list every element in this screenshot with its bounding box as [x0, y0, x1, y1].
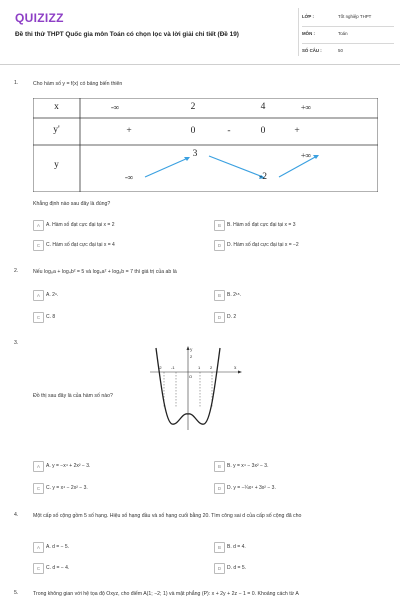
document-title: Đề thi thử THPT Quốc gia môn Toán có chọn lọc và lời giải chi tiết (Đề 19) — [15, 31, 239, 38]
answer-option-a[interactable] — [33, 220, 183, 231]
option-letter: D — [214, 312, 225, 323]
table-sign: + — [126, 126, 132, 136]
option-text: D. Hàm số đạt cực đại tại x = −2 — [227, 242, 299, 248]
question-prompt: Khẳng định nào sau đây là đúng? — [33, 201, 111, 207]
meta-label: LỚP : — [302, 14, 314, 19]
option-letter: C — [33, 240, 44, 251]
option-letter: A — [33, 542, 44, 553]
variation-table — [33, 98, 378, 192]
answer-option-c[interactable] — [33, 312, 183, 323]
question-text: Một cấp số cộng gồm 5 số hạng. Hiệu số hạng đầu và số hạng cuối bằng 20. Tìm công sai d của cấp số cộng đã cho — [33, 513, 302, 519]
meta-row-count — [302, 44, 394, 60]
x-axis-label: x — [234, 366, 237, 371]
answer-option-b[interactable] — [214, 542, 364, 553]
option-text: A. d = − 5. — [46, 544, 70, 550]
meta-row-subject — [302, 27, 394, 44]
x-tick-label: -1 — [171, 365, 175, 370]
answer-option-b[interactable] — [214, 290, 364, 301]
worksheet-header — [0, 0, 400, 64]
option-text: C. 8 — [46, 314, 56, 320]
function-graph — [148, 344, 244, 432]
option-letter: D — [214, 563, 225, 574]
meta-info — [302, 10, 394, 60]
x-tick-label: 2 — [210, 365, 213, 370]
option-text: D. y = −¼x⁴ + 3x² − 3. — [227, 485, 276, 491]
option-text: B. Hàm số đạt cực đại tại x = 3 — [227, 222, 296, 228]
answer-option-a[interactable] — [33, 461, 183, 472]
question-number: 3. — [14, 340, 19, 346]
table-y-value: -∞ — [124, 173, 134, 182]
answer-option-c[interactable] — [33, 240, 183, 251]
option-text: C. d = − 4. — [46, 565, 70, 571]
table-y-value: -2 — [259, 172, 267, 182]
meta-value: 50 — [338, 48, 343, 53]
table-sign: 0 — [260, 126, 266, 136]
answer-option-d[interactable] — [214, 240, 364, 251]
increase-arrow — [145, 158, 188, 177]
answer-option-a[interactable] — [33, 542, 183, 553]
option-letter: B — [214, 220, 225, 231]
table-y-value: +∞ — [300, 151, 312, 160]
question-text: Cho hàm số y = f(x) có bảng biến thiên — [33, 81, 123, 87]
table-x-value: -∞ — [110, 103, 120, 112]
option-text: B. 2¹⁸. — [227, 292, 242, 298]
answer-option-d[interactable] — [214, 312, 364, 323]
option-letter: A — [33, 220, 44, 231]
meta-row-class — [302, 10, 394, 27]
y-tick-label: 2 — [190, 354, 193, 359]
option-text: B. d = 4. — [227, 544, 246, 550]
table-x-value: 4 — [260, 102, 266, 112]
option-text: C. y = x⁴ − 2x² − 3. — [46, 485, 88, 491]
option-text: C. Hàm số đạt cực đại tại x = 4 — [46, 242, 115, 248]
table-x-value: +∞ — [300, 103, 312, 112]
table-x-label: x — [54, 102, 59, 112]
function-graph-svg — [148, 344, 244, 432]
table-sign: - — [227, 126, 231, 136]
answer-option-c[interactable] — [33, 563, 183, 574]
answer-option-d[interactable] — [214, 483, 364, 494]
table-sign: 0 — [190, 126, 196, 136]
option-letter: D — [214, 483, 225, 494]
question-number: 2. — [14, 268, 19, 274]
option-text: B. y = x⁴ − 3x² − 3. — [227, 463, 269, 469]
option-text: D. d = 5. — [227, 565, 247, 571]
option-letter: D — [214, 240, 225, 251]
table-dy-label: y' — [53, 125, 60, 135]
meta-value: Tốt nghiệp THPT — [338, 14, 372, 19]
answer-option-b[interactable] — [214, 220, 364, 231]
table-x-value: 2 — [190, 102, 196, 112]
option-letter: B — [214, 290, 225, 301]
option-letter: B — [214, 461, 225, 472]
table-y-label: y — [54, 160, 59, 170]
answer-option-d[interactable] — [214, 563, 364, 574]
question-number: 5. — [14, 590, 19, 596]
quizizz-logo: QUIZIZZ — [15, 11, 64, 25]
header-divider — [0, 64, 400, 65]
meta-value: Toán — [338, 31, 348, 36]
option-text: D. 2 — [227, 314, 237, 320]
variation-table-grid — [33, 98, 378, 192]
question-prompt: Đồ thị sau đây là của hàm số nào? — [33, 393, 113, 399]
question-text: Trong không gian với hệ tọa độ Oxyz, cho điểm A(1; −2; 1) và mặt phẳng (P): x + 2y + 2z − 1 = 0. Khoảng cách từ A — [33, 591, 299, 597]
answer-option-b[interactable] — [214, 461, 364, 472]
x-tick-label: -2 — [158, 365, 162, 370]
answer-option-c[interactable] — [33, 483, 183, 494]
option-letter: A — [33, 461, 44, 472]
option-text: A. 2⁹. — [46, 292, 59, 298]
table-sign: + — [294, 126, 300, 136]
y-axis-label: y — [190, 348, 193, 353]
option-letter: C — [33, 563, 44, 574]
question-number: 4. — [14, 512, 19, 518]
option-text: A. y = −x⁴ + 2x² − 3. — [46, 463, 91, 469]
x-tick-label: 1 — [198, 365, 201, 370]
question-number: 1. — [14, 80, 19, 86]
meta-label: SỐ CÂU : — [302, 48, 322, 53]
answer-option-a[interactable] — [33, 290, 183, 301]
option-text: A. Hàm số đạt cực đại tại x = 2 — [46, 222, 115, 228]
origin-label: O — [189, 374, 193, 379]
question-text: Nếu log₈a + log₄b² = 5 và log₄a² + log₈b = 7 thì giá trị của ab là — [33, 269, 177, 275]
option-letter: B — [214, 542, 225, 553]
meta-label: MÔN : — [302, 31, 315, 36]
option-letter: C — [33, 483, 44, 494]
table-y-value: 3 — [192, 149, 198, 159]
option-letter: C — [33, 312, 44, 323]
option-letter: A — [33, 290, 44, 301]
